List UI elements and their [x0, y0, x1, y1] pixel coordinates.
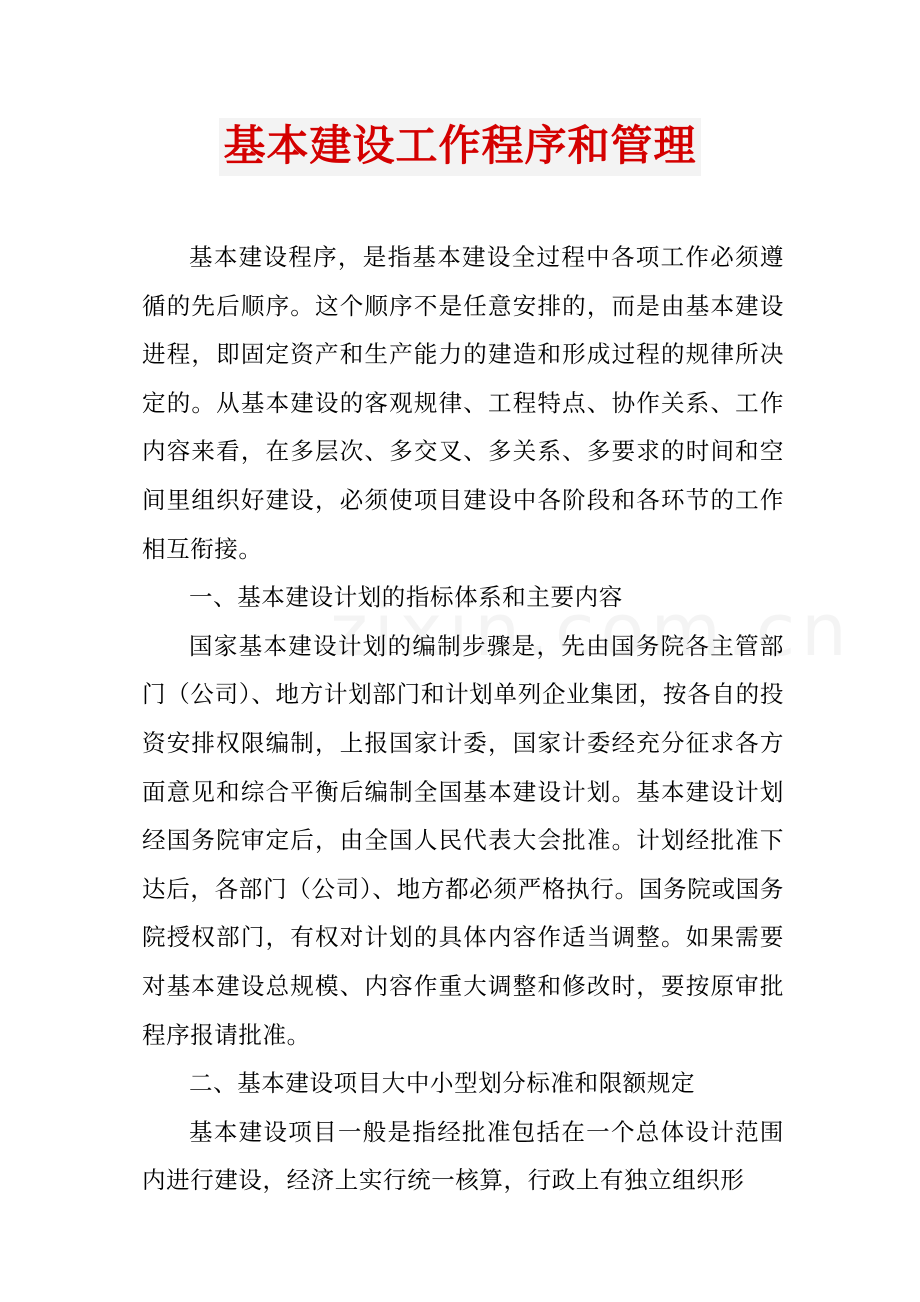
paragraph-intro: 基本建设程序，是指基本建设全过程中各项工作必须遵循的先后顺序。这个顺序不是任意安排的，而是由基本建设进程，即固定资产和生产能力的建造和形成过程的规律所决定的。从基本建设的客观规律、工程特点、协作关系、工作内容来看，在多层次、多交叉、多关系、多要求的时间和空间里组织好建设，必须使项目建设中各阶段和各环节的工作相互衔接。: [142, 243, 784, 563]
section-heading-1: 一、基本建设计划的指标体系和主要内容: [189, 583, 623, 612]
title-container: [0, 118, 920, 176]
paragraph-project: 基本建设项目一般是指经批准包括在一个总体设计范围内进行建设，经济上实行统一核算，行政上有独立组织形: [142, 1117, 784, 1195]
document-body: [142, 233, 784, 1205]
section-heading-2: 二、基本建设项目大中小型划分标准和限额规定: [189, 1069, 696, 1098]
paragraph-plan: 国家基本建设计划的编制步骤是，先由国务院各主管部门（公司）、地方计划部门和计划单列企业集团，按各自的投资安排权限编制，上报国家计委，国家计委经充分征求各方面意见和综合平衡后编制全国基本建设计划。基本建设计划经国务院审定后，由全国人民代表大会批准。计划经批准下达后，各部门（公司）、地方都必须严格执行。国务院或国务院授权部门，有权对计划的具体内容作适当调整。如果需要对基本建设总规模、内容作重大调整和修改时，要按原审批程序报请批准。: [142, 631, 784, 1049]
document-title: 基本建设工作程序和管理: [219, 118, 700, 176]
